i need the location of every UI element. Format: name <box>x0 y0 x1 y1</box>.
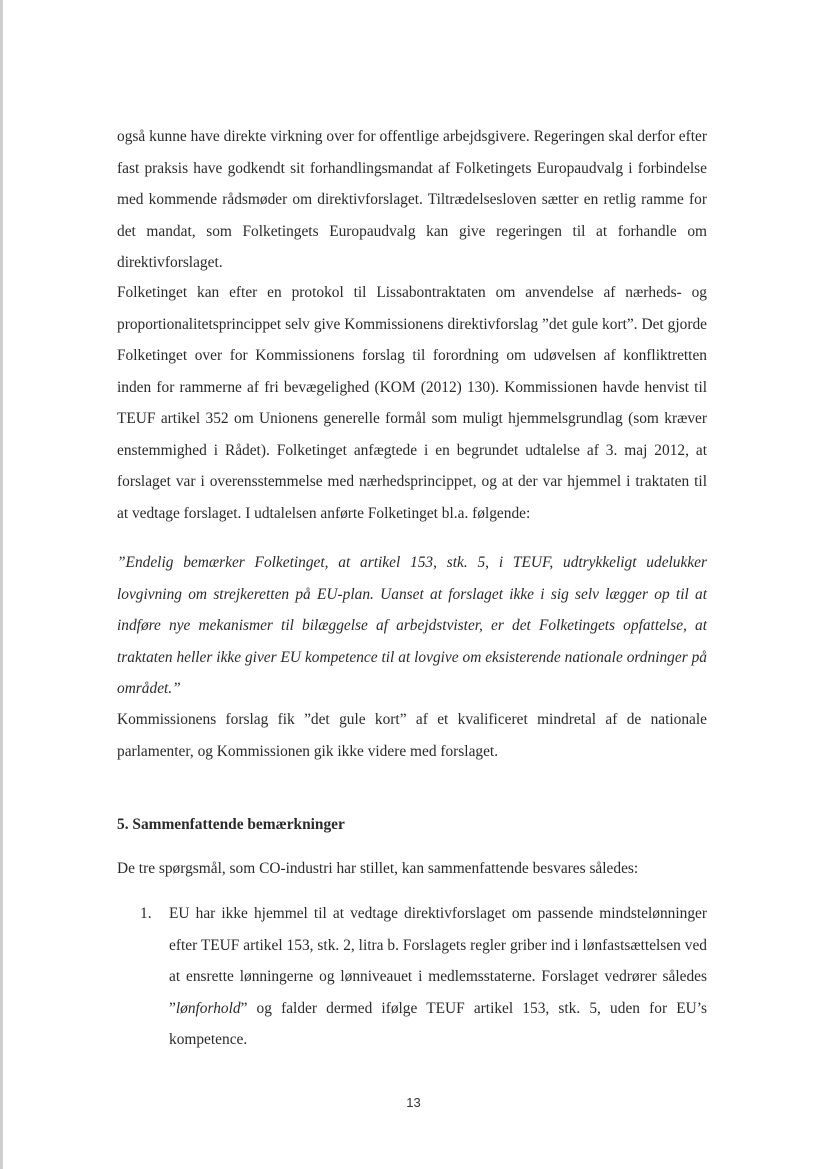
list-item-text <box>169 898 707 1056</box>
list-item-text-end: ” og falder dermed ifølge TEUF artikel 153, stk. 5, uden for EU’s kompetence. <box>169 999 707 1048</box>
section-heading: 5. Sammenfattende bemærkninger <box>117 816 345 833</box>
list-item-text-start: EU har ikke hjemmel til at vedtage direktivforslaget om passende mindstelønninger efter TEUF artikel 153, stk. 2, litra b. Forslagets regler griber ind i lønfastsættelsen ved at ensrette lønningerne og lønniveauet i medlemsstaterne. Forslaget vedrører således ” <box>169 905 707 1017</box>
list-item-emphasis: lønforhold <box>175 999 241 1017</box>
list-item <box>140 898 707 1056</box>
numbered-list <box>140 898 707 1056</box>
intro-paragraph: De tre spørgsmål, som CO-industri har stillet, kan sammenfattende besvares således: <box>117 860 639 877</box>
paragraph-2: Folketinget kan efter en protokol til Lissabontraktaten om anvendelse af nærheds- og proportionalitetsprincippet selv give Kommissionens direktivforslag ”det gule kort”. Det gjorde Folketinget over for Kommissionens forslag til forordning om udøvelsen af konfliktretten inden for rammerne af fri bevægelighed (KOM (2012) 130). Kommissionen havde henvist til TEUF artikel 352 om Unionens generelle formål som muligt hjemmelsgrundlag (som kræver enstemmighed i Rådet). Folketinget anfægtede i en begrundet udtalelse af 3. maj 2012, at forslaget var i overensstemmelse med nærhedsprincippet, og at der var hjemmel i traktaten til at vedtage forslaget. I udtalelsen anførte Folketinget bl.a. følgende: <box>117 284 707 522</box>
page-number: 13 <box>406 1095 421 1110</box>
list-item-number: 1. <box>140 905 152 922</box>
block-quote: ”Endelig bemærker Folketinget, at artikel 153, stk. 5, i TEUF, udtrykkeligt udelukker lovgivning om strejkeretten på EU-plan. Uanset at forslaget ikke i sig selv lægger op til at indføre nye mekanismer til bilæggelse af arbejdstvister, er det Folketingets opfattelse, at traktaten heller ikke giver EU kompetence til at lovgive om eksisterende nationale ordninger på området.” <box>117 554 707 697</box>
paragraph-1: også kunne have direkte virkning over for offentlige arbejdsgivere. Regeringen skal derfor efter fast praksis have godkendt sit forhandlingsmandat af Folketingets Europaudvalg i forbindelse med kommende rådsmøder om direktivforslaget. Tiltrædelsesloven sætter en retlig ramme for det mandat, som Folketingets Europaudvalg kan give regeringen til at forhandle om direktivforslaget. <box>117 128 707 271</box>
page-edge <box>0 0 3 1169</box>
paragraph-3: Kommissionens forslag fik ”det gule kort” af et kvalificeret mindretal af de nationale parlamenter, og Kommissionen gik ikke videre med forslaget. <box>117 711 707 760</box>
